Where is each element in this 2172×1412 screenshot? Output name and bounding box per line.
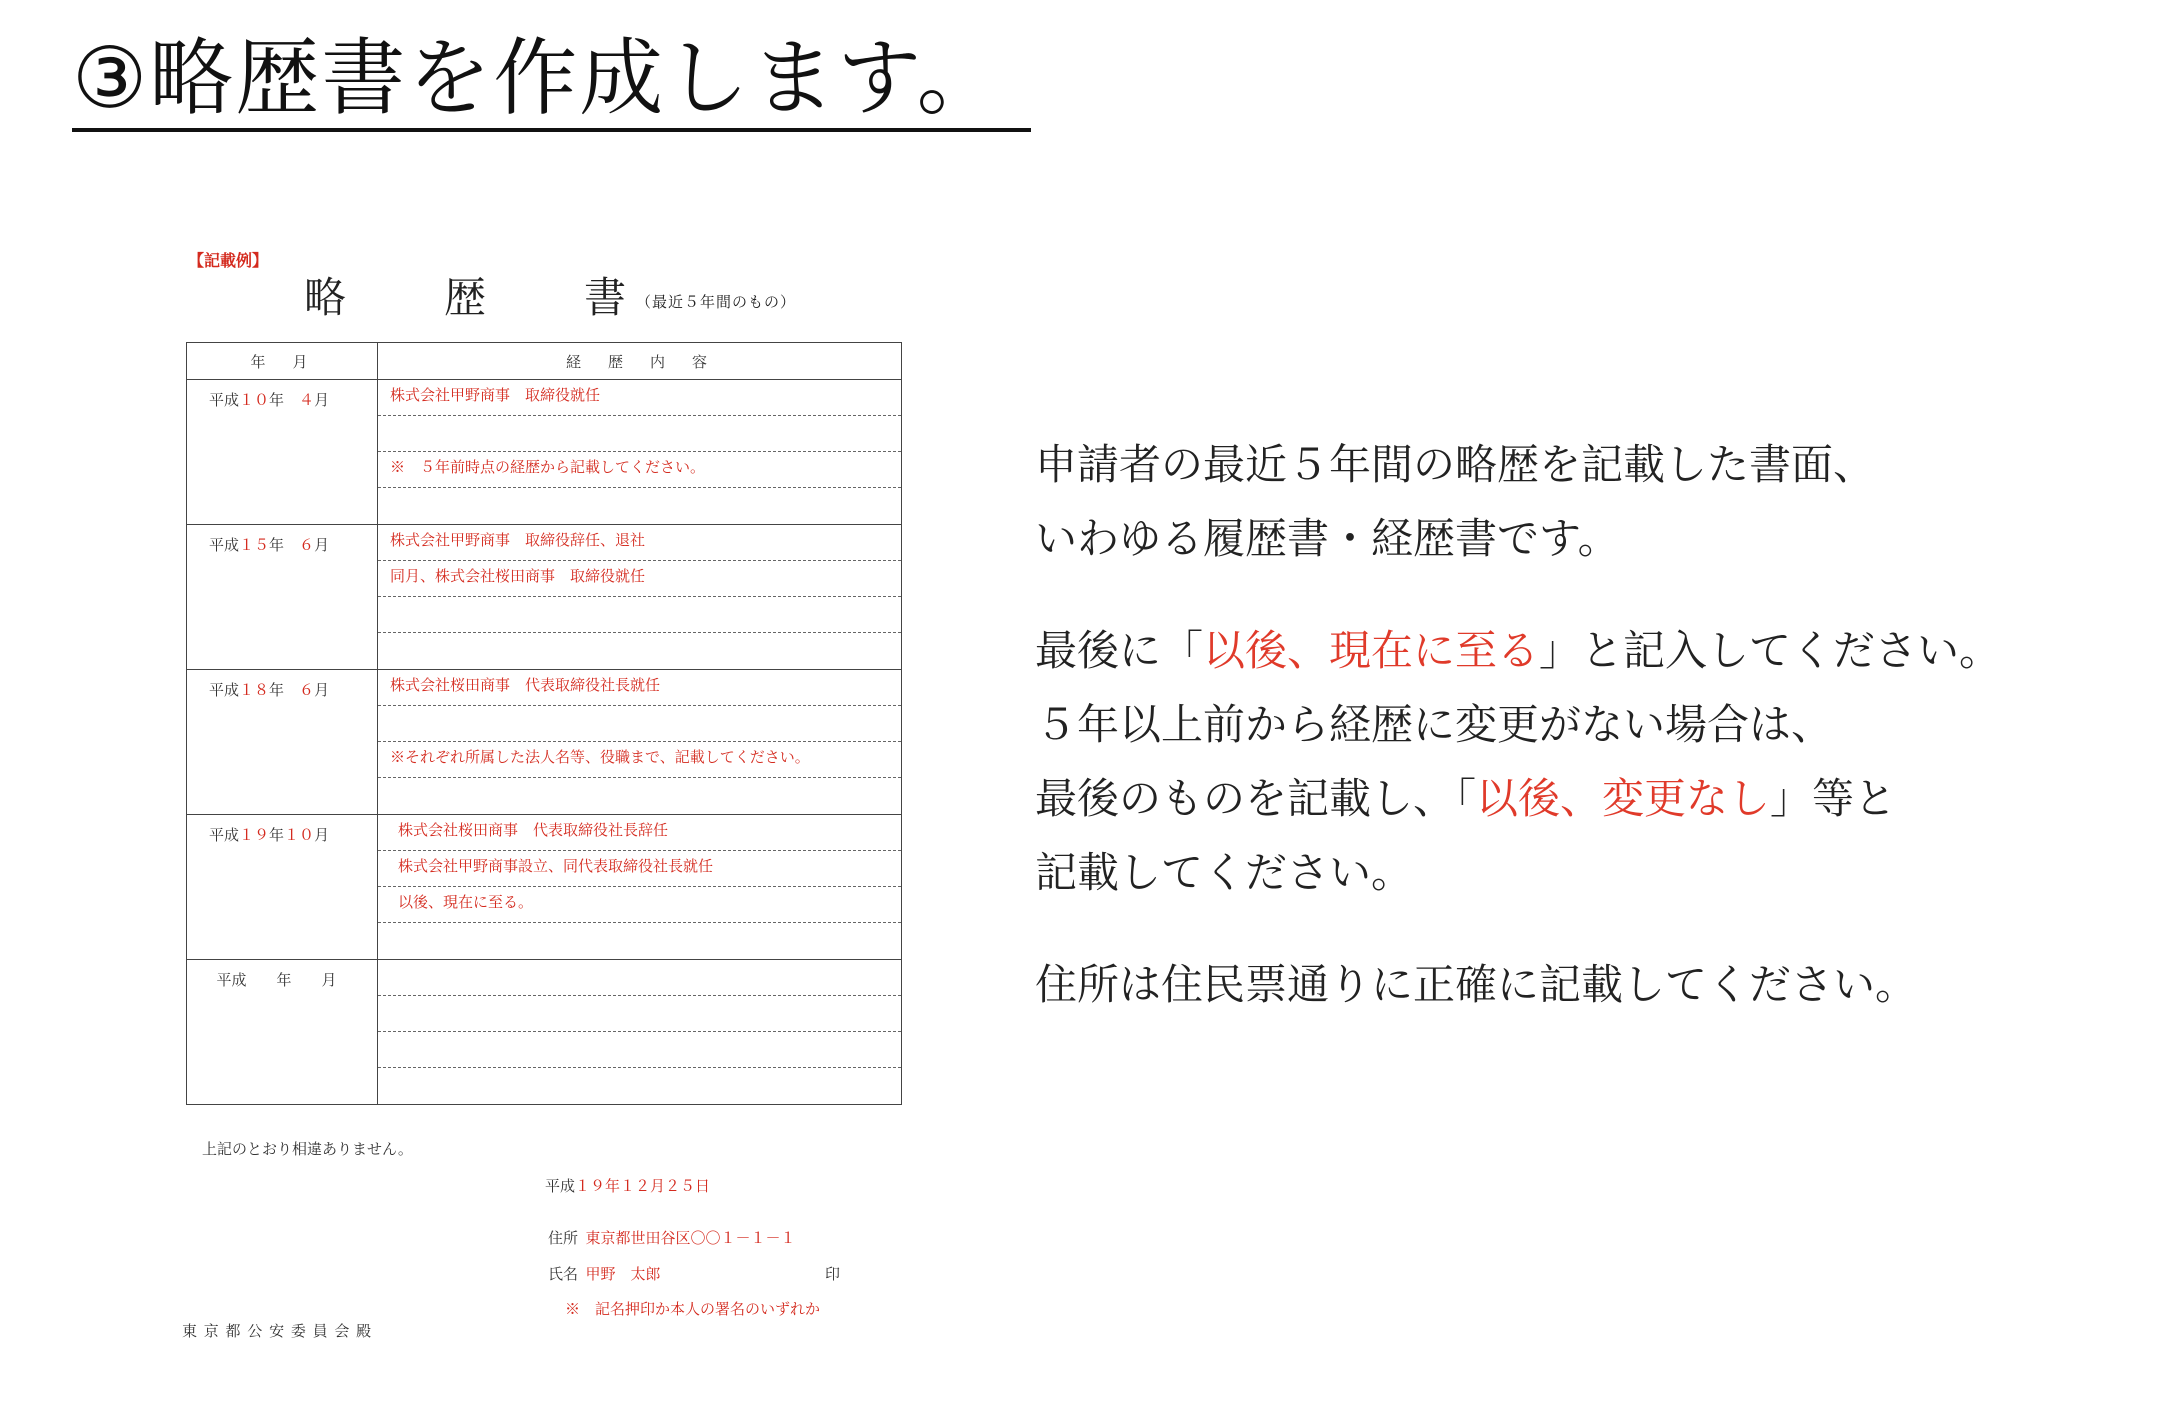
row-date — [187, 380, 378, 525]
text-segment: 」と記入してください。 — [1539, 626, 2002, 675]
signature-note: ※ 記名押印か本人の署名のいずれか — [565, 1300, 821, 1318]
content-line: 以後、現在に至る。 — [378, 887, 901, 923]
row-year-unit: 年 — [276, 971, 292, 989]
header-date: 年 月 — [187, 343, 378, 380]
table-row — [187, 380, 902, 525]
header-content: 経 歴 内 容 — [378, 343, 902, 380]
text-segment: 最後に「 — [1035, 626, 1204, 675]
row-content — [378, 670, 902, 815]
table-row — [187, 670, 902, 815]
row-month-unit: 月 — [321, 971, 337, 989]
row-content — [378, 525, 902, 670]
row-year-unit: 年 — [269, 536, 285, 554]
row-year: １０ — [239, 391, 270, 409]
name-label: 氏名 — [548, 1265, 579, 1283]
form-title — [170, 265, 930, 325]
row-month-unit: 月 — [314, 536, 330, 554]
content-line — [378, 1068, 901, 1104]
content-line — [378, 1032, 901, 1068]
content-line: 株式会社甲野商事 取締役辞任、退社 — [378, 525, 901, 561]
row-year: １８ — [239, 681, 270, 699]
row-year-unit: 年 — [269, 826, 285, 844]
content-line — [378, 960, 901, 996]
table-row — [187, 525, 902, 670]
row-content — [378, 815, 902, 960]
table-row — [187, 960, 902, 1105]
explanation-line: いわゆる履歴書・経歴書です。 — [1035, 514, 1620, 563]
text-segment: 」等と — [1770, 774, 1897, 823]
resume-table — [186, 342, 902, 1105]
explanation-line: 記載してください。 — [1035, 848, 1414, 897]
row-month-unit: 月 — [314, 391, 330, 409]
row-month-unit: 月 — [314, 681, 330, 699]
example-label: 【記載例】 — [188, 251, 269, 270]
content-line: ※それぞれ所属した法人名等、役職まで、記載してください。 — [378, 742, 901, 778]
highlight-text: 以後、現在に至る — [1203, 626, 1540, 675]
content-line: ※ ５年前時点の経歴から記載してください。 — [378, 452, 901, 488]
address-label: 住所 — [548, 1229, 579, 1247]
row-month: １０ — [284, 826, 315, 844]
row-date — [187, 670, 378, 815]
address-field — [548, 1227, 796, 1248]
explanation-line — [1035, 762, 2155, 836]
name-field — [548, 1263, 661, 1284]
row-era: 平成 — [209, 391, 240, 409]
row-year-unit: 年 — [269, 391, 285, 409]
addressee: 東 京 都 公 安 委 員 会 殿 — [182, 1322, 373, 1340]
content-line — [378, 416, 901, 452]
highlight-text: 以後、変更なし — [1476, 774, 1771, 823]
explanation-line — [1035, 614, 2155, 688]
row-era: 平成 — [209, 681, 240, 699]
address-value: 東京都世田谷区〇〇１－１－１ — [585, 1229, 796, 1247]
content-line: 株式会社桜田商事 代表取締役社長就任 — [378, 670, 901, 706]
row-date — [187, 960, 378, 1105]
content-line: 株式会社甲野商事設立、同代表取締役社長就任 — [378, 851, 901, 887]
row-month: ６ — [299, 536, 315, 554]
explanation-paragraph — [1035, 428, 2155, 576]
slide-title: ③略歴書を作成します。 — [72, 28, 1031, 132]
form-title-note: （最近５年間のもの） — [636, 292, 797, 311]
row-era: 平成 — [216, 971, 247, 989]
content-line — [378, 488, 901, 524]
row-month: ６ — [299, 681, 315, 699]
text-segment: 最後のものを記載し、「 — [1035, 774, 1477, 823]
table-header-row — [187, 343, 902, 380]
seal-mark: 印 — [825, 1265, 841, 1283]
row-content — [378, 960, 902, 1105]
content-line — [378, 597, 901, 633]
explanation-line: 住所は住民票通りに正確に記載してください。 — [1035, 960, 1918, 1009]
content-line: 株式会社甲野商事 取締役就任 — [378, 380, 901, 416]
row-date — [187, 525, 378, 670]
row-year: １５ — [239, 536, 270, 554]
row-year: １９ — [239, 826, 270, 844]
content-line — [378, 778, 901, 814]
row-month: ４ — [299, 391, 315, 409]
content-line: 株式会社桜田商事 代表取締役社長辞任 — [378, 815, 901, 851]
content-line — [378, 923, 901, 959]
attestation-text: 上記のとおり相違ありません。 — [202, 1140, 413, 1158]
row-era: 平成 — [209, 826, 240, 844]
row-year-unit: 年 — [269, 681, 285, 699]
row-era: 平成 — [209, 536, 240, 554]
row-month-unit: 月 — [314, 826, 330, 844]
explanation-paragraph — [1035, 948, 2155, 1022]
table-row — [187, 815, 902, 960]
explanation-line: ５年以上前から経歴に変更がない場合は、 — [1035, 700, 1834, 749]
signature-date-value: １９年１２月２５日 — [575, 1177, 711, 1195]
explanation-paragraph — [1035, 614, 2155, 910]
content-line — [378, 706, 901, 742]
name-value: 甲野 太郎 — [585, 1265, 661, 1283]
content-line — [378, 996, 901, 1032]
signature-date-prefix: 平成 — [545, 1177, 576, 1195]
row-content — [378, 380, 902, 525]
explanation-line: 申請者の最近５年間の略歴を記載した書面、 — [1035, 440, 1876, 489]
row-date — [187, 815, 378, 960]
explanation-text — [1035, 428, 2155, 1060]
resume-form-example — [170, 245, 930, 1355]
content-line: 同月、株式会社桜田商事 取締役就任 — [378, 561, 901, 597]
content-line — [378, 633, 901, 669]
form-title-text: 略 歴 書 — [303, 273, 654, 322]
signature-date — [545, 1175, 710, 1196]
